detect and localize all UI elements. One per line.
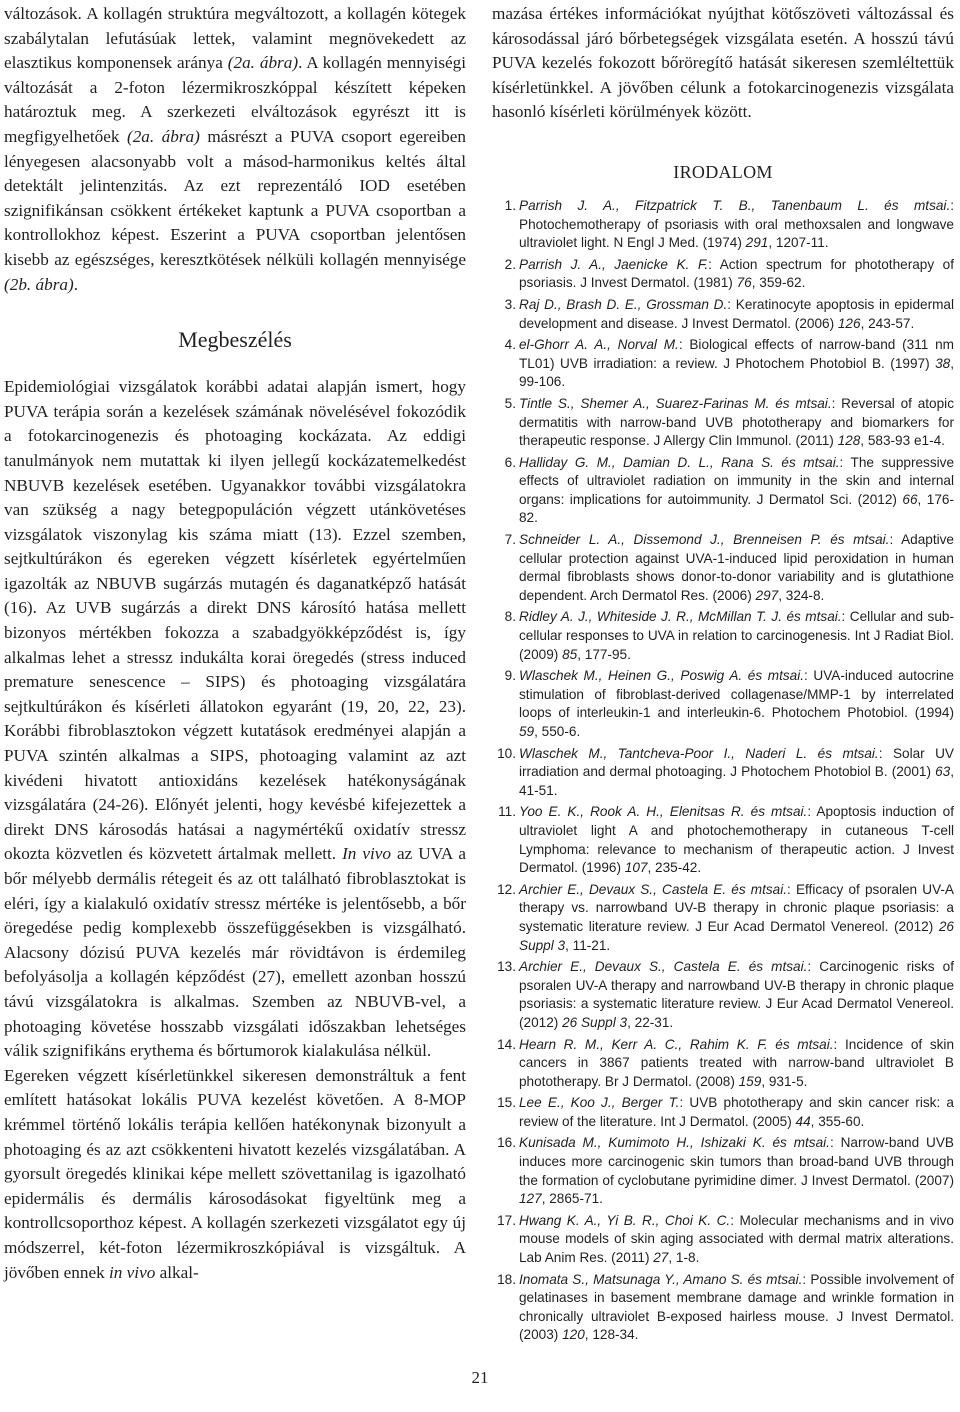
reference-authors: Ridley A. J., Whiteside J. R., McMillan T. J. és mtsai. xyxy=(519,609,842,625)
discussion-paragraph-1 xyxy=(4,375,466,1064)
reference-text: : Apoptosis induction of ultraviolet light A and photochemotherapy in cutaneous T-cell Lymphoma: relevance to mechanism of therapeutic action. J Invest Dermatol. (1996) xyxy=(519,804,955,876)
reference-text: : The suppressive effects of ultraviolet radiation on immunity in the skin and internal organs: implications for autoimmunity. J Dermatol Sci. (2012) xyxy=(519,454,955,507)
reference-pages: , 1-8. xyxy=(668,1250,700,1266)
reference-pages: , 41-51. xyxy=(519,764,954,798)
reference-authors: Parrish J. A., Fitzpatrick T. B., Tanenbaum L. és mtsai. xyxy=(519,197,951,213)
reference-authors: Lee E., Koo J., Berger T. xyxy=(519,1095,680,1111)
reference-volume: 107 xyxy=(624,860,648,876)
reference-volume: 291 xyxy=(745,235,769,251)
reference-text: : UVA-induced autocrine stimulation of fibroblast-derived collagenase/MMP-1 by interrelated loops of interleukin-1 and interleukin-6. Photochem Photobiol. (1994) xyxy=(519,668,954,721)
reference-number: 3. xyxy=(504,296,516,312)
text-run: alkal- xyxy=(155,1262,199,1282)
reference-item xyxy=(492,395,954,451)
reference-number: 14. xyxy=(497,1036,516,1052)
reference-item xyxy=(492,454,954,528)
reference-authors: Parrish J. A., Jaenicke K. F. xyxy=(519,256,709,272)
reference-pages: , 128-34. xyxy=(584,1327,639,1343)
reference-authors: el-Ghorr A. A., Norval M. xyxy=(519,337,679,353)
reference-volume: 126 xyxy=(837,315,861,331)
reference-number: 10. xyxy=(497,745,516,761)
reference-item xyxy=(492,256,954,293)
reference-pages: , 550-6. xyxy=(534,724,581,739)
reference-pages: , 243-57. xyxy=(860,315,915,331)
reference-authors: Wlaschek M., Tantcheva-Poor I., Naderi L. és mtsai. xyxy=(519,745,879,761)
reference-number: 13. xyxy=(497,959,516,975)
reference-text: : Molecular mechanisms and in vivo mouse models of skin aging associated with dermal matrix alterations. Lab Anim Res. (2011) xyxy=(519,1212,954,1266)
figure-reference: (2a. ábra) xyxy=(126,126,200,146)
reference-text: : Narrow-band UVB induces more carcinogenic skin tumors than broad-band UVB through the formation of cyclobutane pyrimidine dimer. J Invest Dermatol. (2007) xyxy=(519,1135,954,1188)
reference-item xyxy=(492,958,954,1032)
reference-authors: Kunisada M., Kumimoto H., Ishizaki K. és mtsai. xyxy=(519,1135,830,1151)
reference-number: 11. xyxy=(498,804,516,820)
reference-text: : Carcinogenic risks of psoralen UV-A therapy and narrowband UV-B therapy in chronic plaque psoriasis: a systematic literature review. J Eur Acad Dermatol Venereol. (2012) xyxy=(519,959,954,1030)
reference-pages: , 99-106. xyxy=(519,355,954,390)
reference-item xyxy=(492,881,954,955)
reference-number: 9. xyxy=(504,668,516,684)
reference-volume: 63 xyxy=(935,764,951,780)
reference-authors: Wlaschek M., Heinen G., Poswig A. és mtsai. xyxy=(519,668,804,684)
reference-authors: Inomata S., Matsunaga Y., Amano S. és mtsai. xyxy=(519,1271,803,1287)
reference-authors: Schneider L. A., Dissemond J., Brenneisen P. és mtsai. xyxy=(519,532,890,548)
reference-volume: 59 xyxy=(519,724,535,739)
right-column xyxy=(492,2,954,1348)
reference-authors: Archier E., Devaux S., Castela E. és mtsai. xyxy=(519,881,788,897)
text-run: Egereken végzett kísérletünkkel sikeresen demonstráltuk a fent említett hatásokat lokális PUVA kezelést követően. A 8-MOP krémmel történő lokális terápia kellően hatékonynak bizonyult a photoaging és az azt csökkenteni hivatott kezelés vizsgálatában. A gyorsult öregedés klinikai képe mellett szövettanilag is igazolható epidermális és dermális károsodásokat figyeltünk meg a kontrollcsoporthoz képest. A kollagén szerkezeti vizsgálatot egy új módszerrel, két-foton lézermikroszkópiával is vizsgáltuk. A jövőben ennek xyxy=(4,1065,466,1282)
reference-pages: , 1207-11. xyxy=(768,235,829,251)
figure-reference: (2b. ábra) xyxy=(4,274,74,294)
reference-volume: 44 xyxy=(795,1113,811,1129)
reference-text: : Reversal of atopic dermatitis with narrow-band UVB phototherapy and biomarkers for therapeutic response. J Allergy Clin Immunol. (2011) xyxy=(519,395,954,449)
reference-number: 12. xyxy=(497,881,516,897)
reference-list xyxy=(492,197,954,1345)
reference-pages: , 11-21. xyxy=(565,937,611,953)
reference-item xyxy=(492,336,954,392)
reference-item xyxy=(492,197,954,253)
reference-volume: 38 xyxy=(935,355,951,371)
reference-number: 18. xyxy=(497,1271,516,1287)
reference-item xyxy=(492,296,954,333)
reference-text: : Possible involvement of gelatinases in basement membrane damage and wrinkle formation in chronically ultraviolet B-exposed hairless mouse. J Invest Dermatol. (2003) xyxy=(519,1271,954,1343)
reference-authors: Raj D., Brash D. E., Grossman D. xyxy=(519,296,728,312)
reference-authors: Archier E., Devaux S., Castela E. és mtsai. xyxy=(519,959,808,975)
results-paragraph xyxy=(4,2,466,297)
text-run: másrészt a PUVA csoport egereiben lényegesen alacsonyabb volt a másod-harmonikus keltés által detektált jelintenzitás. Az ezt reprezentáló IOD esetében szignifikánsan csökkent értékeket kaptunk a PUVA csoportban a kontrollokhoz képest. Eszerint a PUVA csoportban jelentősen kisebb az egészséges, keresztkötések nélküli kollagén mennyisége xyxy=(4,126,466,269)
reference-item xyxy=(492,803,954,877)
reference-pages: , 355-60. xyxy=(810,1113,865,1129)
reference-pages: , 324-8. xyxy=(778,587,825,603)
reference-volume: 297 xyxy=(755,587,779,603)
reference-item xyxy=(492,1094,954,1131)
reference-number: 7. xyxy=(504,532,516,548)
reference-volume: 159 xyxy=(738,1073,762,1089)
reference-pages: , 235-42. xyxy=(647,860,702,876)
reference-pages: , 583-93 e1-4. xyxy=(860,433,945,449)
text-run: . xyxy=(73,274,78,294)
reference-text: : Keratinocyte apoptosis in epidermal development and disease. J Invest Dermatol. (2006) xyxy=(519,296,954,331)
reference-pages: , 176-82. xyxy=(519,491,954,526)
reference-volume: 26 Suppl 3 xyxy=(519,918,954,953)
reference-volume: 127 xyxy=(519,1191,542,1207)
reference-pages: , 177-95. xyxy=(577,646,631,662)
discussion-continuation: mazása értékes információkat nyújthat kötőszöveti változással és károsodással járó bőrbetegségek vizsgálata esetén. A hosszú távú PUVA kezelés fokozott bőröregítő hatását sikeresen szemléltettük kísérletünkkel. A jövőben célunk a fotokarcinogenezis vizsgálata hasonló kísérleti körülmények között. xyxy=(492,4,954,122)
reference-item xyxy=(492,1036,954,1092)
italic-term: in vivo xyxy=(109,1262,156,1282)
reference-text: : Cellular and sub-cellular responses to UVA in relation to carcinogenesis. Int J Radiat Biol. (2009) xyxy=(519,609,954,662)
reference-item xyxy=(492,1134,954,1208)
reference-number: 1. xyxy=(504,197,516,213)
reference-volume: 128 xyxy=(837,433,861,449)
reference-number: 16. xyxy=(497,1135,516,1151)
italic-term: In vivo xyxy=(342,844,392,864)
reference-item xyxy=(492,1271,954,1345)
reference-pages: , 2865-71. xyxy=(541,1191,603,1207)
reference-number: 17. xyxy=(497,1212,516,1228)
reference-text: : Solar UV irradiation and dermal photoaging. J Photochem Photobiol B. (2001) xyxy=(519,745,955,780)
reference-item xyxy=(492,667,954,741)
left-column xyxy=(4,2,466,1285)
text-run: változások. A kollagén struktúra megváltozott, a kollagén kötegek szabálytalan lefutásúak lettek, valamint megnövekedett az elasztikus komponensek aránya xyxy=(4,4,466,73)
reference-item xyxy=(492,531,954,605)
text-run: Epidemiológiai vizsgálatok korábbi adatai alapján ismert, hogy PUVA terápia során a kezelések számának növelésével fokozódik a fotokarcinogenezis és photoaging kockázata. Az eddigi tanulmányok nem mutattak ki ilyen jellegű kockázatemelkedést NBUVB kezelések esetében. Ugyanakkor további vizsgálatokra van szükség a nagy betegpopuláción végzett utánkövetéses vizsgálatok viszonylag kis száma miatt (13). Ezzel szemben, sejtkultúrákon és egereken végzett kísérletek egyértelműen igazolták az NBUVB sugárzás mutagén és daganatképző hatását (16). Az UVB sugárzás a direkt DNS károsító hatása mellett bizonyos mértékben fokozza a szabadgyökképződést is, így alkalmas lehet a stressz indukálta korai öregedés (stress induced premature senescence – SIPS) és photoaging vizsgálatára sejtkultúrákon és kísérleti állatokon egyaránt (19, 20, 22, 23). Korábbi fibroblasztokon végzett kutatások eredményei alapján a PUVA szintén alkalmas a SIPS, photoaging valamint az azt kivédeni hivatott antioxidáns kezelések hatékonyságának vizsgálatára (24-26). Előnyét jelenti, hogy kevésbé kifejezettek a direkt DNS károsodás hatásai a nagymértékű oxidatív stressz okozta közvetlen és közvetett ártalmak mellett. xyxy=(4,377,466,864)
reference-pages: , 22-31. xyxy=(627,1014,674,1030)
reference-volume: 85 xyxy=(562,646,578,662)
reference-item xyxy=(492,608,954,664)
reference-pages: , 359-62. xyxy=(751,275,806,291)
reference-text: : Adaptive cellular protection against UVA-1-induced lipid peroxidation in human dermal fibroblasts shows donor-to-donor variability and is glutathione dependent. Arch Dermatol Res. (2006) xyxy=(519,532,954,603)
section-heading-discussion: Megbeszélés xyxy=(178,327,292,353)
reference-text: : Efficacy of psoralen UV-A therapy vs. narrowband UV-B therapy in chronic plaque psoriasis: a systematic literature review. J Eur Acad Dermatol Venereol. (2012) xyxy=(519,881,954,934)
reference-text: : Action spectrum for phototherapy of psoriasis. J Invest Dermatol. (1981) xyxy=(519,256,954,291)
references-heading: IRODALOM xyxy=(673,161,773,182)
reference-text: : Biological effects of narrow-band (311 nm TL01) UVB irradiation: a review. J Photochem Photobiol B. (1997) xyxy=(519,337,954,371)
reference-item xyxy=(492,1212,954,1268)
page-number: 21 xyxy=(471,1368,489,1387)
reference-number: 8. xyxy=(504,609,516,625)
reference-volume: 66 xyxy=(902,491,918,507)
reference-authors: Yoo E. K., Rook A. H., Elenitsas R. és mtsai. xyxy=(519,804,808,820)
text-run: az UVA a bőr mélyebb dermális rétegeit és az ott található fibroblasztokat is eléri, így a kialakuló oxidatív stressz mértéke is jelentősebb, a bőr öregedése pedig komplexebb összefüggésekben is vizsgálható. Alacsony dózisú PUVA kezelés már rövidtávon is érdemileg befolyásolja a kollagén képződést (27), emellett azonban hosszú távú vizsgálatokra is alkalmas. Szemben az NBUVB-vel, a photoaging követése hosszabb vizsgálati időszakban lehetséges válik szignifikáns erythema és bőrtumorok kialakulása nélkül. xyxy=(4,844,466,1061)
reference-volume: 76 xyxy=(736,275,752,291)
reference-number: 6. xyxy=(504,454,516,470)
reference-number: 15. xyxy=(497,1095,516,1111)
reference-volume: 27 xyxy=(653,1250,669,1266)
reference-text: : Incidence of skin cancers in 3867 patients treated with narrow-band ultraviolet B phototherapy. Br J Dermatol. (2008) xyxy=(519,1036,955,1089)
reference-text: : Photochemotherapy of psoriasis with oral methoxsalen and longwave ultraviolet light. N Engl J Med. (1974) xyxy=(519,197,954,251)
reference-volume: 26 Suppl 3 xyxy=(562,1014,628,1030)
reference-text: : UVB phototherapy and skin cancer risk: a review of the literature. Int J Dermatol. (2005) xyxy=(519,1095,954,1129)
discussion-paragraph-2 xyxy=(4,1064,466,1285)
reference-authors: Hearn R. M., Kerr A. C., Rahim K. F. és mtsai. xyxy=(519,1036,834,1052)
figure-reference: (2a. ábra) xyxy=(227,53,299,73)
reference-volume: 120 xyxy=(562,1327,585,1343)
reference-number: 2. xyxy=(504,256,516,272)
reference-authors: Tintle S., Shemer A., Suarez-Farinas M. és mtsai. xyxy=(519,395,832,411)
reference-number: 4. xyxy=(504,337,516,353)
reference-authors: Halliday G. M., Damian D. L., Rana S. és mtsai. xyxy=(519,454,840,470)
reference-pages: , 931-5. xyxy=(761,1073,808,1089)
reference-number: 5. xyxy=(504,395,516,411)
reference-item xyxy=(492,745,954,801)
reference-authors: Hwang K. A., Yi B. R., Choi K. C. xyxy=(519,1212,731,1228)
text-run: . A kollagén mennyiségi változását a 2-foton lézermikroszkóppal készített képeken határoztuk meg. A szerkezeti elváltozások egyrészt itt is megfigyelhetőek xyxy=(4,53,467,146)
